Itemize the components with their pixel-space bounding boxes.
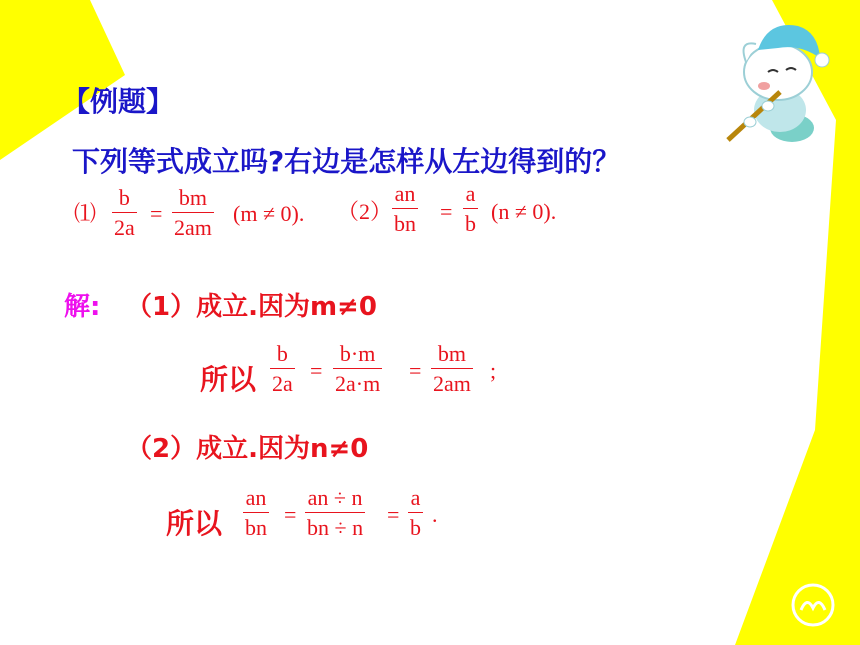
part2-fraction-2 — [305, 485, 365, 540]
part1-end: ; — [490, 358, 497, 383]
part1-prefix: 所以 — [200, 363, 257, 396]
denominator: bn — [245, 515, 267, 540]
eq2-left-fraction — [392, 181, 418, 236]
denominator: b — [410, 515, 421, 540]
circle-logo-icon — [790, 582, 836, 628]
eq1-left-fraction — [112, 185, 137, 240]
part1-equals-1: = — [310, 358, 323, 383]
numerator: a — [465, 181, 476, 206]
numerator: b — [118, 185, 130, 210]
eq1-equals: = — [150, 201, 163, 226]
numerator: bm — [437, 341, 466, 366]
fraction-bar — [172, 212, 214, 213]
part2-equals-1: = — [284, 502, 297, 527]
denominator: b — [465, 211, 476, 236]
eq1-condition: (m ≠ 0). — [233, 201, 305, 226]
part2-fraction-1 — [243, 485, 269, 540]
denominator: 2a — [272, 371, 293, 396]
question-text: 下列等式成立吗?右边是怎样从左边得到的？ — [72, 145, 621, 178]
part2-prefix: 所以 — [166, 507, 223, 540]
solution-label: 解: — [64, 292, 101, 322]
fraction-bar — [392, 208, 418, 209]
denominator: 2am — [174, 215, 212, 240]
numerator: an — [394, 181, 416, 206]
numerator: b — [276, 341, 288, 366]
eq1-right-fraction — [172, 185, 214, 240]
part1-equals-2: = — [409, 358, 422, 383]
fraction-bar — [243, 512, 269, 513]
numerator: b·m — [339, 341, 376, 366]
fraction-bar — [333, 368, 382, 369]
numerator: an ÷ n — [307, 485, 363, 510]
eq1-marker: ⑴ — [74, 201, 97, 226]
denominator: bn ÷ n — [307, 515, 364, 540]
fraction-bar — [463, 208, 478, 209]
fraction-bar — [305, 512, 365, 513]
numerator: an — [245, 485, 267, 510]
part1-fraction-2 — [333, 341, 382, 396]
eq2-right-fraction — [463, 181, 478, 236]
fraction-bar — [431, 368, 473, 369]
eq2-condition: (n ≠ 0). — [491, 199, 557, 224]
part2-end: . — [432, 502, 438, 527]
cartoon-dog-with-flute-icon — [720, 10, 840, 150]
fraction-bar — [408, 512, 423, 513]
part1-fraction-1 — [270, 341, 295, 396]
heading: 【例题】 — [62, 85, 175, 118]
fraction-bar — [112, 212, 137, 213]
denominator: bn — [394, 211, 416, 236]
part1-fraction-3 — [431, 341, 473, 396]
fraction-bar — [270, 368, 295, 369]
eq2-equals: = — [440, 199, 453, 224]
part2-equals-2: = — [387, 502, 400, 527]
solution-part2-text: （2）成立.因为n≠0 — [126, 434, 369, 464]
eq2-marker: （2） — [337, 199, 393, 224]
solution-part1-text: （1）成立.因为m≠0 — [126, 292, 377, 322]
numerator: bm — [178, 185, 207, 210]
denominator: 2a — [114, 215, 135, 240]
part2-fraction-3 — [408, 485, 423, 540]
denominator: 2am — [433, 371, 471, 396]
denominator: 2a·m — [335, 371, 381, 396]
numerator: a — [410, 485, 421, 510]
